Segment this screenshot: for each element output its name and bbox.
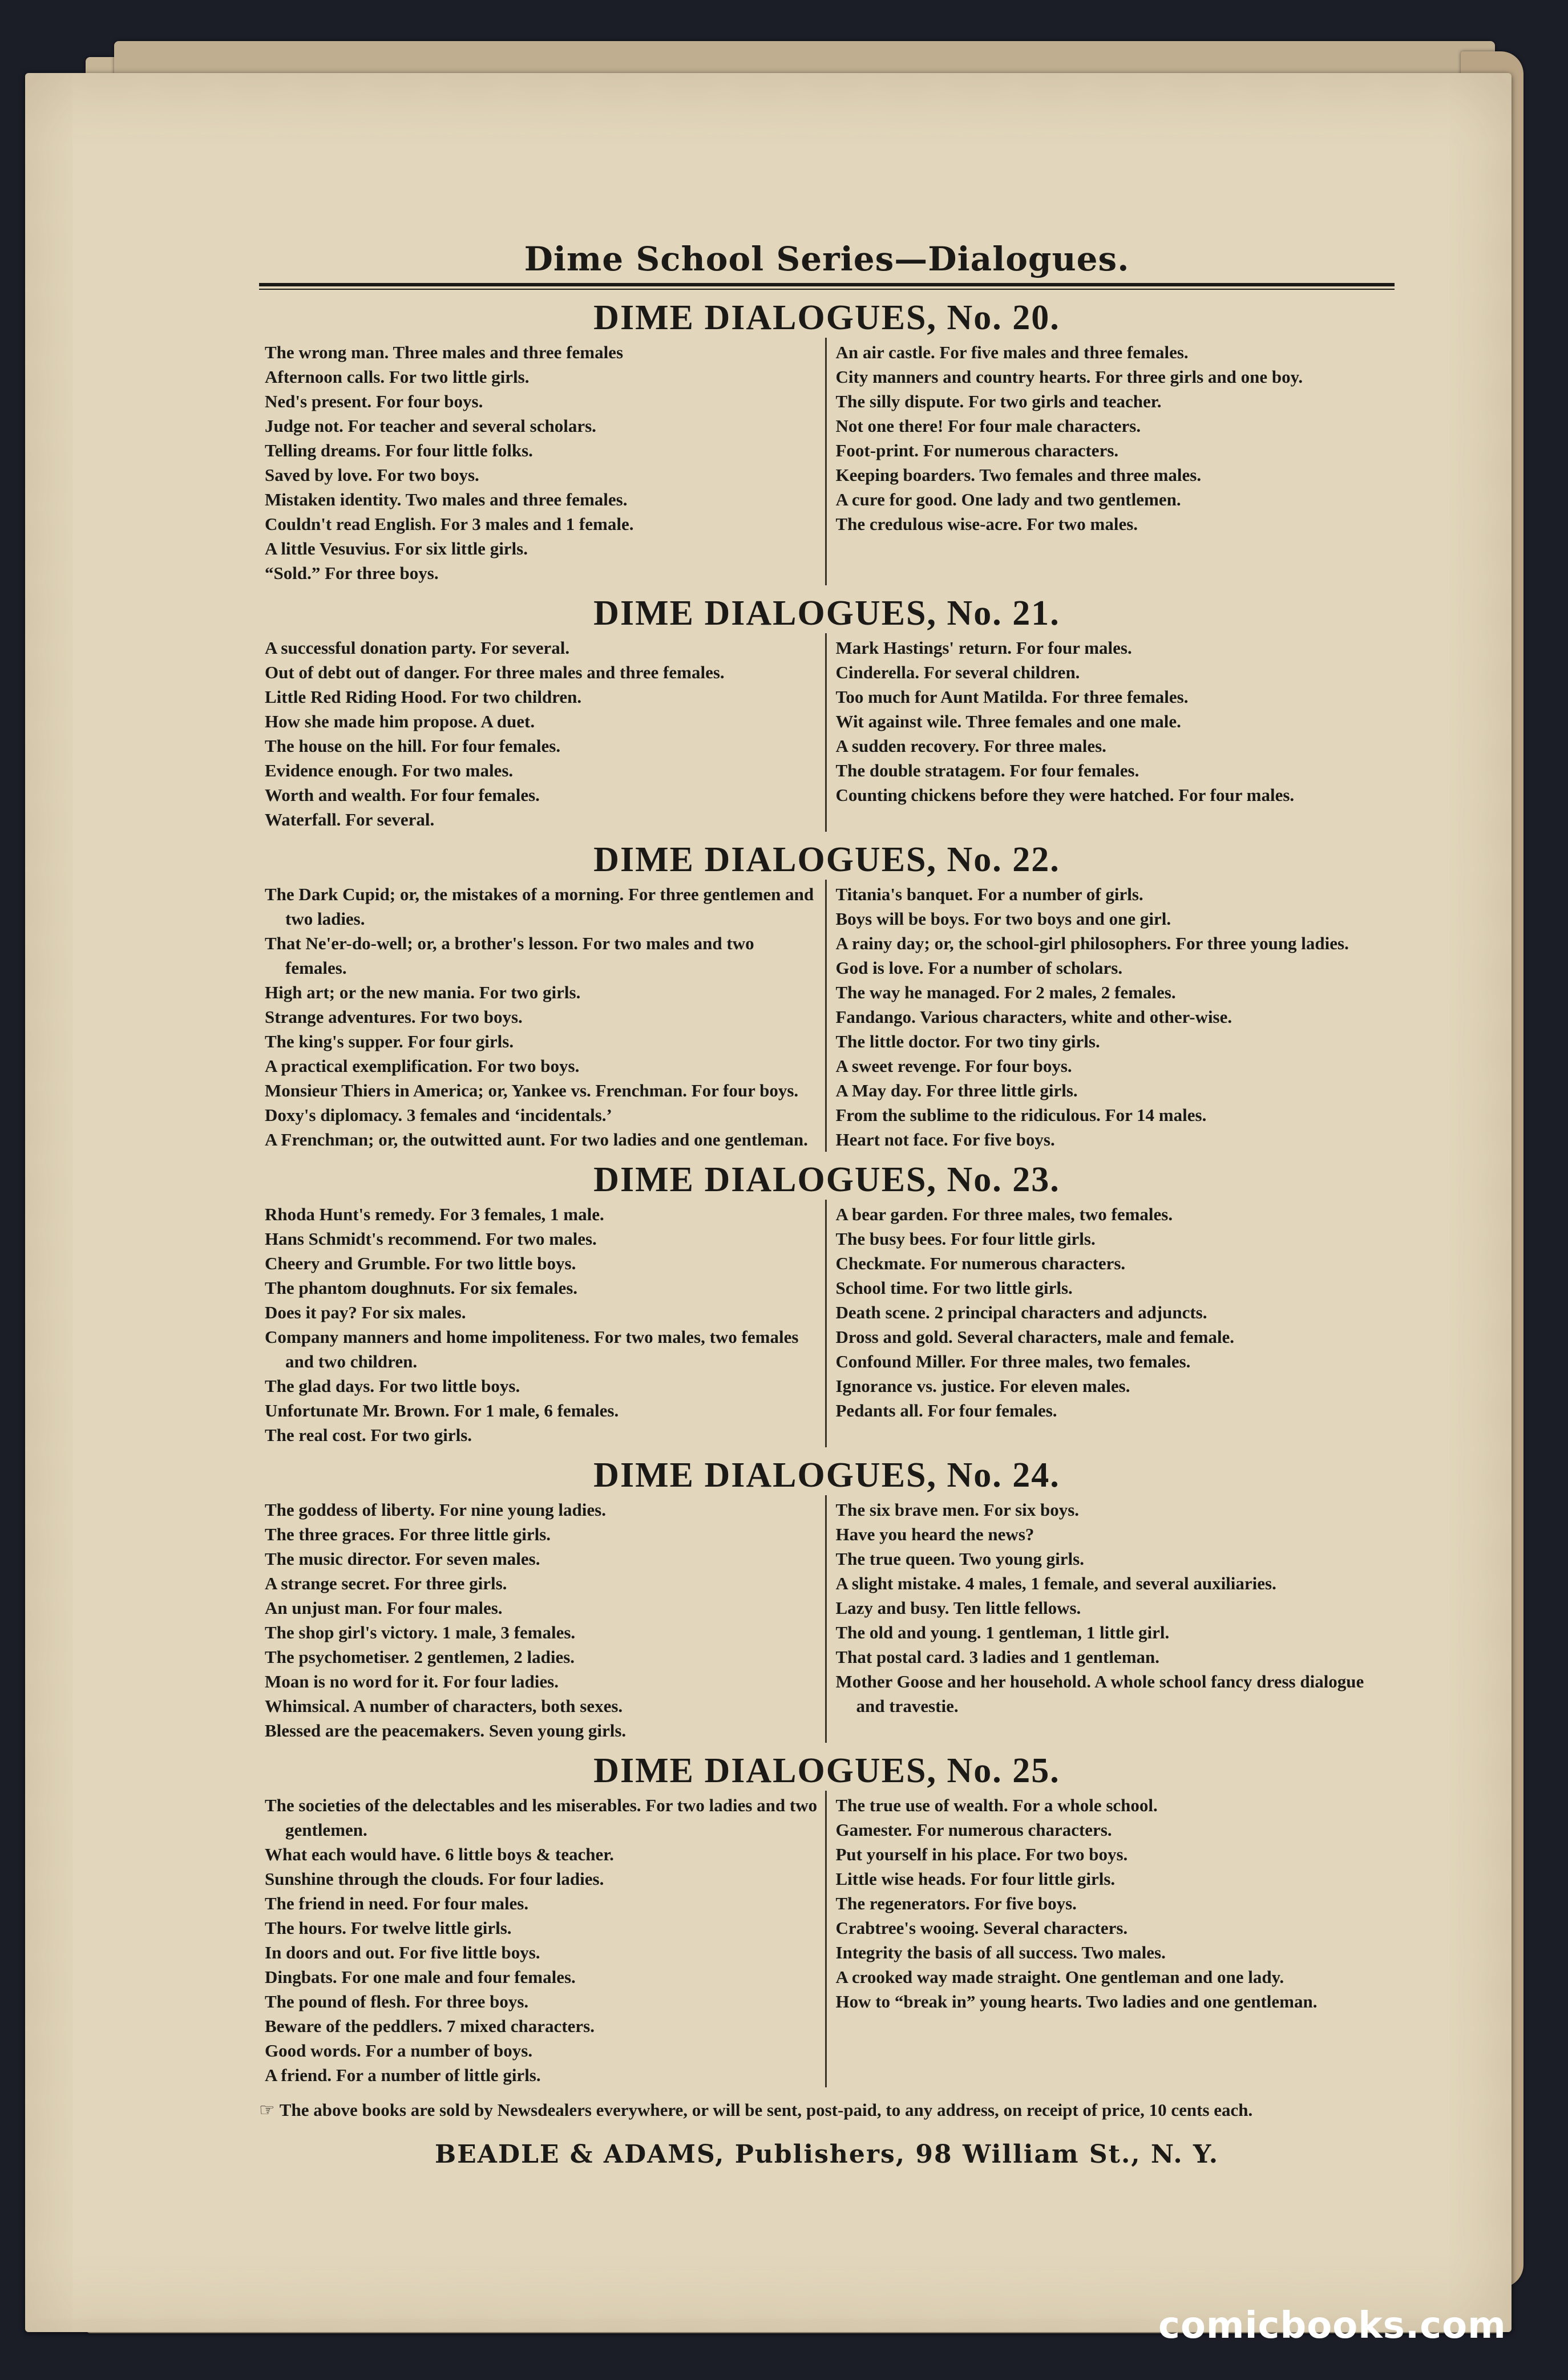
section-title: DIME DIALOGUES, No. 23. xyxy=(593,1160,1060,1199)
dialogue-entry: Judge not. For teacher and several scholars. xyxy=(265,416,596,436)
dialogue-entry: The house on the hill. For four females. xyxy=(265,736,561,756)
dialogue-entry: The old and young. 1 gentleman, 1 little girl. xyxy=(835,1622,1170,1642)
dialogue-entry: Rhoda Hunt's remedy. For 3 females, 1 male. xyxy=(265,1204,604,1224)
dialogue-entry: School time. For two little girls. xyxy=(835,1278,1073,1298)
catalog-page xyxy=(25,73,1512,2332)
dialogue-entry: Strange adventures. For two boys. xyxy=(265,1007,523,1027)
dialogue-entry: Dingbats. For one male and four females. xyxy=(265,1967,576,1987)
dialogue-entry: Little Red Riding Hood. For two children. xyxy=(265,687,582,707)
dialogue-entry: A sudden recovery. For three males. xyxy=(835,736,1106,756)
dialogue-entry: Crabtree's wooing. Several characters. xyxy=(835,1918,1128,1938)
dialogue-entry: How to “break in” young hearts. Two ladies and one gentleman. xyxy=(835,1992,1318,2011)
dialogue-entry: The friend in need. For four males. xyxy=(265,1893,529,1913)
dialogue-entry: Gamester. For numerous characters. xyxy=(835,1820,1112,1840)
running-head: Dime School Series—Dialogues. xyxy=(524,240,1130,278)
dialogue-entry: How she made him propose. A duet. xyxy=(265,711,535,731)
dialogue-entry: The silly dispute. For two girls and teacher. xyxy=(835,391,1162,411)
dialogue-entry: The way he managed. For 2 males, 2 females. xyxy=(835,982,1176,1002)
dialogue-entry: Titania's banquet. For a number of girls. xyxy=(835,884,1143,904)
left-column xyxy=(259,1791,827,2087)
dialogue-entry: A little Vesuvius. For six little girls. xyxy=(265,539,528,558)
dialogue-entry: Worth and wealth. For four females. xyxy=(265,785,540,805)
section-columns xyxy=(259,1495,1395,1743)
dialogue-entry: Monsieur Thiers in America; or, Yankee vs. Frenchman. For four boys. xyxy=(265,1080,799,1100)
dialogue-entry: The regenerators. For five boys. xyxy=(835,1893,1077,1913)
dialogue-entry: Have you heard the news? xyxy=(835,1524,1034,1544)
dialogue-entry: Pedants all. For four females. xyxy=(835,1401,1057,1420)
dialogue-entry: Confound Miller. For three males, two females. xyxy=(835,1351,1191,1371)
section-columns xyxy=(259,1791,1395,2087)
dialogue-entry: That postal card. 3 ladies and 1 gentleman. xyxy=(835,1647,1160,1667)
dialogue-entry: From the sublime to the ridiculous. For 14 males. xyxy=(835,1105,1207,1125)
dialogue-entry: Cheery and Grumble. For two little boys. xyxy=(265,1253,576,1273)
dialogue-entry: Wit against wile. Three females and one male. xyxy=(835,711,1181,731)
dialogue-entry: High art; or the new mania. For two girls. xyxy=(265,982,581,1002)
dialogue-entry: Afternoon calls. For two little girls. xyxy=(265,367,530,387)
dialogue-entry: A bear garden. For three males, two females. xyxy=(835,1204,1173,1224)
dialogue-entry: Keeping boarders. Two females and three males. xyxy=(835,465,1202,485)
dialogue-entry: Saved by love. For two boys. xyxy=(265,465,479,485)
dialogue-entry: Lazy and busy. Ten little fellows. xyxy=(835,1598,1081,1618)
dialogue-entry: Little wise heads. For four little girls. xyxy=(835,1869,1116,1889)
dialogue-entry: Sunshine through the clouds. For four ladies. xyxy=(265,1869,604,1889)
dialogue-entry: A crooked way made straight. One gentleman and one lady. xyxy=(835,1967,1284,1987)
dialogue-entry: Out of debt out of danger. For three males and three females. xyxy=(265,662,725,682)
dialogue-entry: The glad days. For two little boys. xyxy=(265,1376,520,1396)
dialogue-entry: The music director. For seven males. xyxy=(265,1549,540,1569)
dialogue-entry: Ned's present. For four boys. xyxy=(265,391,483,411)
dialogue-entry: A rainy day; or, the school-girl philosophers. For three young ladies. xyxy=(835,933,1349,953)
section-title: DIME DIALOGUES, No. 20. xyxy=(593,298,1060,337)
dialogue-entry: “Sold.” For three boys. xyxy=(265,563,439,583)
dialogue-entry: The real cost. For two girls. xyxy=(265,1425,472,1445)
section-title: DIME DIALOGUES, No. 22. xyxy=(593,840,1060,879)
dialogue-entry: Put yourself in his place. For two boys. xyxy=(835,1844,1128,1864)
dialogue-entry: The Dark Cupid; or, the mistakes of a morning. For three gentlemen and two ladies. xyxy=(265,884,814,929)
dialogue-entry: Mark Hastings' return. For four males. xyxy=(835,638,1132,658)
ordering-note xyxy=(259,2098,1395,2123)
dialogue-sections xyxy=(259,298,1395,2087)
dialogue-entry: Doxy's diplomacy. 3 females and ‘incidentals.’ xyxy=(265,1105,612,1125)
dialogue-entry: In doors and out. For five little boys. xyxy=(265,1942,540,1962)
dialogue-entry: Unfortunate Mr. Brown. For 1 male, 6 females. xyxy=(265,1401,619,1420)
dialogue-entry: That Ne'er-do-well; or, a brother's lesson. For two males and two females. xyxy=(265,933,754,978)
section-title: DIME DIALOGUES, No. 21. xyxy=(593,594,1060,633)
right-column xyxy=(827,633,1395,832)
left-column xyxy=(259,1200,827,1447)
dialogue-entry: The king's supper. For four girls. xyxy=(265,1031,514,1051)
section-columns xyxy=(259,633,1395,832)
dialogue-entry: The three graces. For three little girls. xyxy=(265,1524,551,1544)
dialogue-entry: Dross and gold. Several characters, male and female. xyxy=(835,1327,1235,1347)
left-column xyxy=(259,338,827,585)
dialogue-entry: Mistaken identity. Two males and three females. xyxy=(265,489,628,509)
right-column xyxy=(827,880,1395,1152)
dialogue-entry: A slight mistake. 4 males, 1 female, and several auxiliaries. xyxy=(835,1573,1276,1593)
dialogue-entry: Does it pay? For six males. xyxy=(265,1302,466,1322)
dialogue-entry: Couldn't read English. For 3 males and 1 female. xyxy=(265,514,634,534)
dialogue-entry: The wrong man. Three males and three females xyxy=(265,342,624,362)
right-column xyxy=(827,1495,1395,1743)
dialogue-entry: A successful donation party. For several. xyxy=(265,638,570,658)
dialogue-entry: Whimsical. A number of characters, both sexes. xyxy=(265,1696,623,1716)
dialogue-entry: Company manners and home impoliteness. For two males, two females and two children. xyxy=(265,1327,799,1371)
dialogue-entry: The hours. For twelve little girls. xyxy=(265,1918,512,1938)
dialogue-entry: The shop girl's victory. 1 male, 3 females. xyxy=(265,1622,576,1642)
section-columns xyxy=(259,338,1395,585)
dialogue-entry: The six brave men. For six boys. xyxy=(835,1500,1080,1520)
dialogue-entry: Boys will be boys. For two boys and one girl. xyxy=(835,909,1171,929)
dialogue-entry: The little doctor. For two tiny girls. xyxy=(835,1031,1100,1051)
section-columns xyxy=(259,1200,1395,1447)
left-column xyxy=(259,1495,827,1743)
dialogue-entry: Death scene. 2 principal characters and adjuncts. xyxy=(835,1302,1207,1322)
section-title: DIME DIALOGUES, No. 25. xyxy=(593,1751,1060,1790)
dialogue-entry: The credulous wise-acre. For two males. xyxy=(835,514,1138,534)
dialogue-entry: A cure for good. One lady and two gentlemen. xyxy=(835,489,1181,509)
dialogue-entry: Heart not face. For five boys. xyxy=(835,1130,1055,1149)
dialogue-entry: Fandango. Various characters, white and other-wise. xyxy=(835,1007,1232,1027)
dialogue-entry: Not one there! For four male characters. xyxy=(835,416,1141,436)
dialogue-entry: An unjust man. For four males. xyxy=(265,1598,503,1618)
publisher-imprint: BEADLE & ADAMS, Publishers, 98 William St., N. Y. xyxy=(434,2140,1219,2169)
site-watermark: comicbooks.com xyxy=(1158,2305,1506,2347)
dialogue-entry: A sweet revenge. For four boys. xyxy=(835,1056,1072,1076)
dialogue-entry: Integrity the basis of all success. Two males. xyxy=(835,1942,1166,1962)
dialogue-entry: Mother Goose and her household. A whole school fancy dress dialogue and travestie. xyxy=(835,1671,1364,1716)
dialogue-entry: A Frenchman; or, the outwitted aunt. For two ladies and one gentleman. xyxy=(265,1130,808,1149)
dialogue-entry: Ignorance vs. justice. For eleven males. xyxy=(835,1376,1130,1396)
dialogue-entry: An air castle. For five males and three females. xyxy=(835,342,1189,362)
dialogue-entry: Telling dreams. For four little folks. xyxy=(265,440,533,460)
right-column xyxy=(827,1200,1395,1447)
dialogue-entry: The true queen. Two young girls. xyxy=(835,1549,1084,1569)
right-column xyxy=(827,1791,1395,2087)
dialogue-entry: A friend. For a number of little girls. xyxy=(265,2065,541,2085)
dialogue-entry: Evidence enough. For two males. xyxy=(265,760,514,780)
page-content xyxy=(259,238,1395,2169)
dialogue-entry: Too much for Aunt Matilda. For three females. xyxy=(835,687,1189,707)
dialogue-entry: Moan is no word for it. For four ladies. xyxy=(265,1671,559,1691)
dialogue-entry: A practical exemplification. For two boys. xyxy=(265,1056,580,1076)
dialogue-entry: The double stratagem. For four females. xyxy=(835,760,1139,780)
dialogue-entry: Blessed are the peacemakers. Seven young girls. xyxy=(265,1721,627,1741)
dialogue-entry: What each would have. 6 little boys & teacher. xyxy=(265,1844,614,1864)
section-columns xyxy=(259,880,1395,1152)
dialogue-entry: Beware of the peddlers. 7 mixed characters. xyxy=(265,2016,595,2036)
dialogue-entry: Hans Schmidt's recommend. For two males. xyxy=(265,1229,597,1249)
dialogue-entry: A May day. For three little girls. xyxy=(835,1080,1078,1100)
dialogue-entry: The goddess of liberty. For nine young ladies. xyxy=(265,1500,606,1520)
dialogue-entry: The psychometiser. 2 gentlemen, 2 ladies. xyxy=(265,1647,575,1667)
ordering-note-text: The above books are sold by Newsdealers everywhere, or will be sent, post-paid, to any address, on receipt of price, 10 cents each. xyxy=(279,2100,1253,2120)
dialogue-entry: The pound of flesh. For three boys. xyxy=(265,1992,529,2011)
section-title: DIME DIALOGUES, No. 24. xyxy=(593,1456,1060,1495)
dialogue-entry: Cinderella. For several children. xyxy=(835,662,1080,682)
dialogue-entry: Waterfall. For several. xyxy=(265,809,435,829)
left-column xyxy=(259,880,827,1152)
dialogue-entry: Counting chickens before they were hatched. For four males. xyxy=(835,785,1295,805)
dialogue-entry: The true use of wealth. For a whole school. xyxy=(835,1795,1158,1815)
dialogue-entry: City manners and country hearts. For three girls and one boy. xyxy=(835,367,1303,387)
dialogue-entry: Foot-print. For numerous characters. xyxy=(835,440,1119,460)
dialogue-entry: Checkmate. For numerous characters. xyxy=(835,1253,1126,1273)
dialogue-entry: Good words. For a number of boys. xyxy=(265,2041,533,2061)
right-column xyxy=(827,338,1395,585)
dialogue-entry: The phantom doughnuts. For six females. xyxy=(265,1278,578,1298)
dialogue-entry: God is love. For a number of scholars. xyxy=(835,958,1123,978)
head-rule xyxy=(259,283,1395,290)
dialogue-entry: A strange secret. For three girls. xyxy=(265,1573,507,1593)
dialogue-entry: The societies of the delectables and les miserables. For two ladies and two gentlemen. xyxy=(265,1795,818,1840)
pointing-hand-icon: ☞ xyxy=(259,2100,275,2120)
dialogue-entry: The busy bees. For four little girls. xyxy=(835,1229,1096,1249)
left-column xyxy=(259,633,827,832)
